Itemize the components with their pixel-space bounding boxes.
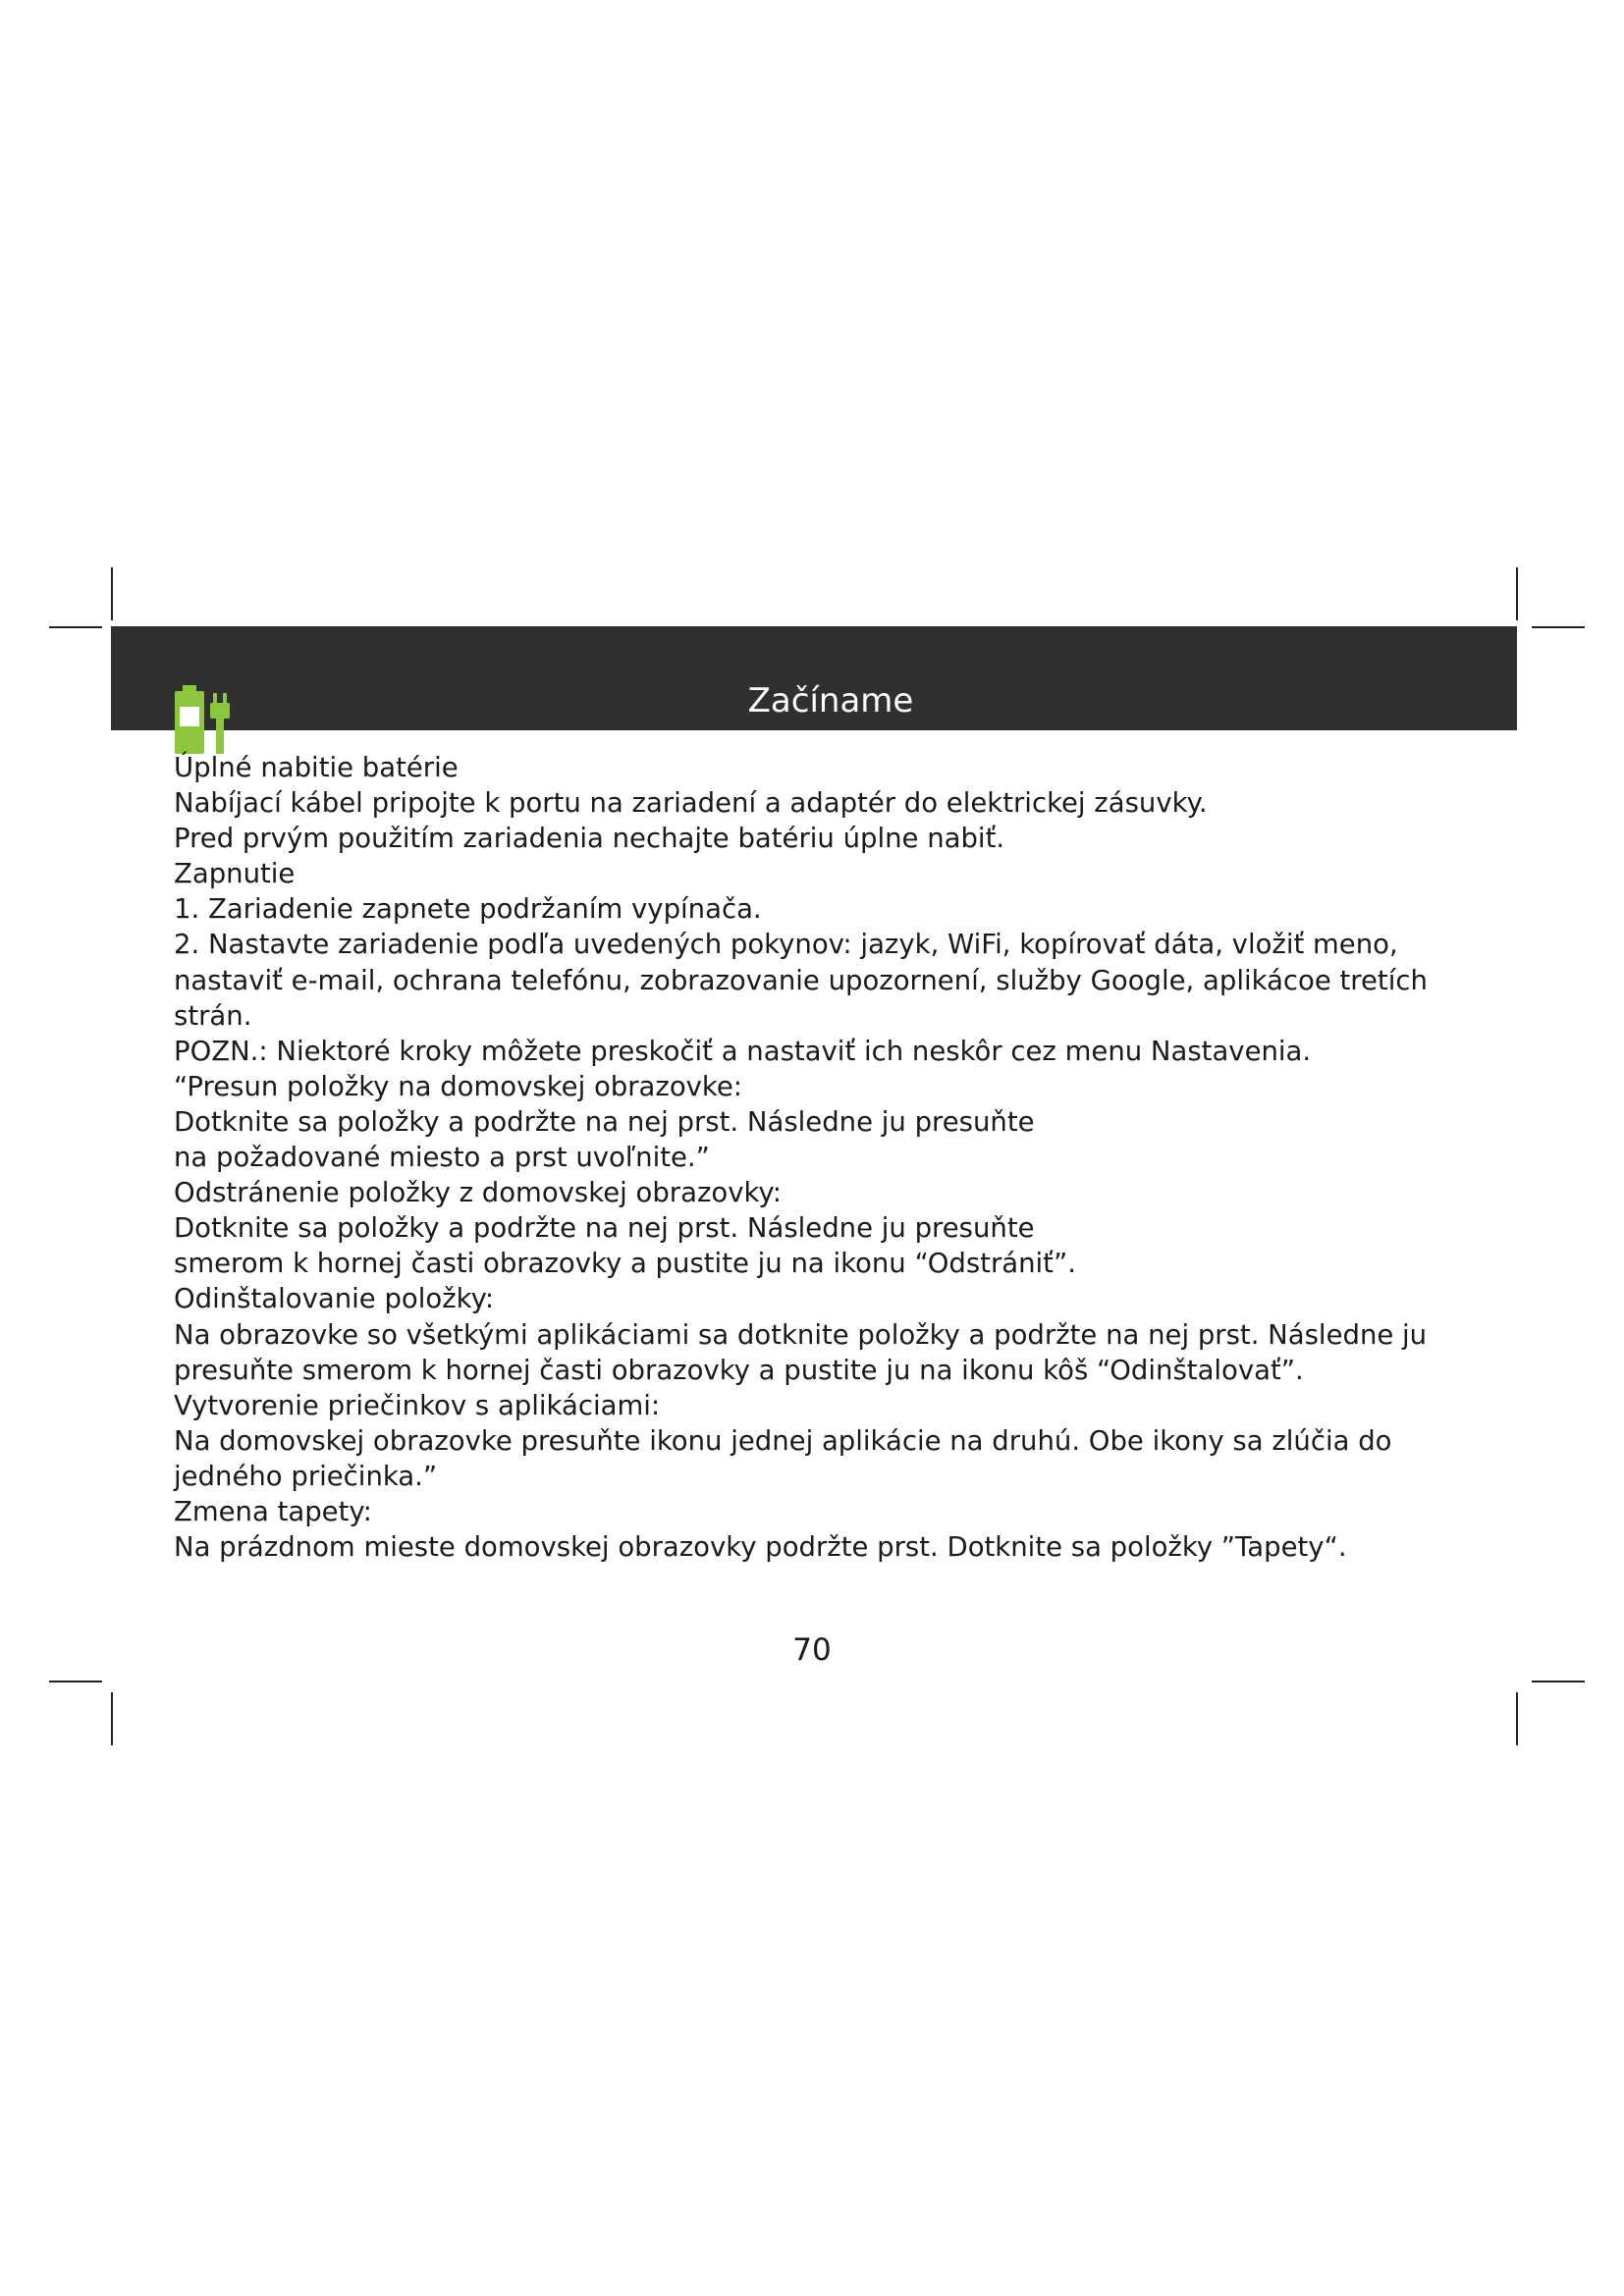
text-line: Na domovskej obrazovke presuňte ikonu jednej aplikácie na druhú. Obe ikony sa zlúčia do	[174, 1424, 1392, 1457]
crop-mark-bottom-right-vertical	[1516, 1692, 1518, 1745]
crop-mark-bottom-left-vertical	[111, 1692, 113, 1745]
text-line: 2. Nastavte zariadenie podľa uvedených pokynov: jazyk, WiFi, kopírovať dáta, vložiť meno,	[174, 929, 1398, 961]
page-number: 70	[792, 1632, 832, 1668]
text-line: nastaviť e-mail, ochrana telefónu, zobrazovanie upozornení, služby Google, aplikácoe tretích	[174, 964, 1428, 996]
text-line: Zapnutie	[174, 858, 296, 890]
text-line: Nabíjací kábel pripojte k portu na zariadení a adaptér do elektrickej zásuvky.	[174, 787, 1208, 820]
battery-charging-icon	[173, 683, 238, 756]
text-line: strán.	[174, 999, 252, 1032]
section-header-bar	[111, 626, 1517, 730]
text-line: presuňte smerom k hornej časti obrazovky a pustite ju na ikonu kôš “Odinštalovať”.	[174, 1354, 1304, 1386]
text-line: Úplné nabitie batérie	[174, 752, 459, 783]
text-line: Odinštalovanie položky:	[174, 1283, 495, 1315]
text-line: Vytvorenie priečinkov s aplikáciami:	[174, 1389, 661, 1421]
instructions-text	[174, 750, 1440, 1565]
crop-mark-top-left-vertical	[111, 567, 113, 620]
text-line: 1. Zariadenie zapnete podržaním vypínača.	[174, 893, 762, 926]
section-title: Začíname	[747, 681, 914, 721]
text-line: Pred prvým použitím zariadenia nechajte batériu úplne nabiť.	[174, 823, 1005, 855]
crop-mark-bottom-right-horizontal	[1532, 1681, 1585, 1682]
text-line: Zmena tapety:	[174, 1495, 372, 1527]
text-line: Dotknite sa položky a podržte na nej prst. Následne ju presuňte	[174, 1212, 1035, 1245]
crop-mark-top-left-horizontal	[49, 626, 102, 628]
text-line: Na obrazovke so všetkými aplikáciami sa dotknite položky a podržte na nej prst. Následne ju	[174, 1318, 1428, 1351]
text-line: POZN.: Niektoré kroky môžete preskočiť a nastaviť ich neskôr cez menu Nastavenia.	[174, 1035, 1312, 1067]
crop-mark-top-right-vertical	[1516, 567, 1518, 620]
crop-mark-bottom-left-horizontal	[49, 1681, 102, 1682]
text-line: jedného priečinka.”	[174, 1460, 438, 1492]
text-line: Na prázdnom mieste domovskej obrazovky podržte prst. Dotknite sa položky ”Tapety“.	[174, 1531, 1347, 1564]
text-line: “Presun položky na domovskej obrazovke:	[174, 1070, 743, 1102]
crop-mark-top-right-horizontal	[1532, 626, 1585, 628]
text-line: Dotknite sa položky a podržte na nej prst. Následne ju presuňte	[174, 1105, 1035, 1138]
text-line: Odstránenie položky z domovskej obrazovky:	[174, 1177, 782, 1209]
text-line: na požadované miesto a prst uvoľnite.”	[174, 1142, 710, 1174]
text-line: smerom k hornej časti obrazovky a pustite ju na ikonu “Odstrániť”.	[174, 1248, 1076, 1280]
